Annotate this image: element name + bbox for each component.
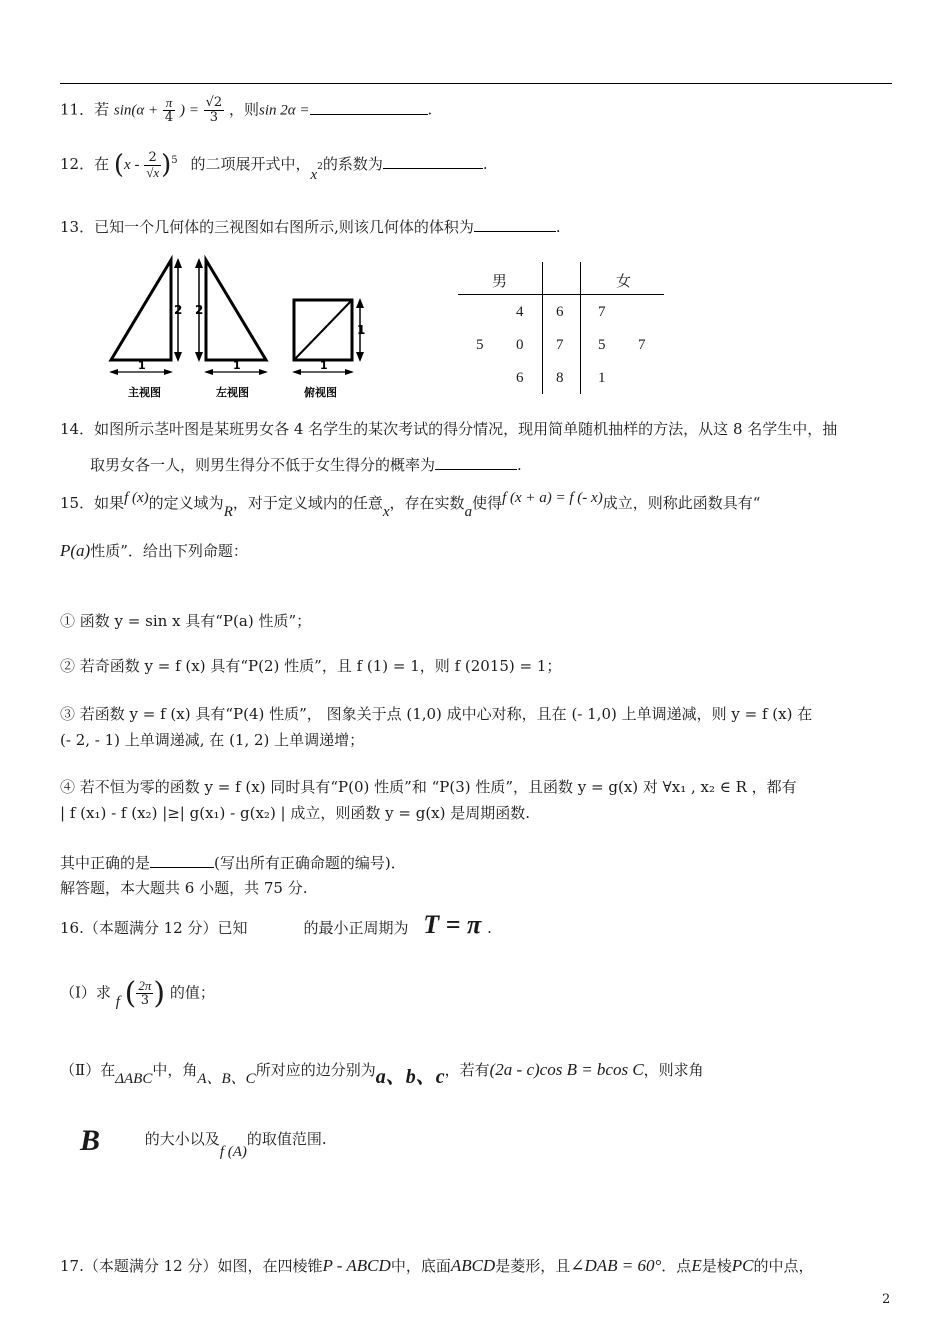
stem-divider-left [542, 262, 543, 394]
header-rule [60, 83, 892, 84]
faint-function-image [247, 919, 303, 933]
question-16-head: 16.（本题满分 12 分）已知 的最小正周期为 T = π . [60, 910, 492, 939]
right-paren: ) [161, 150, 172, 180]
question-17: 17.（本题满分 12 分）如图，在四棱锥P - ABCD中，底面ABCD是菱形，且∠DAB = 60°．点E是棱PC的中点， [60, 1256, 814, 1275]
fraction-pi-over-4: $\frac{\pi}{4}$ [164, 95, 174, 125]
proposition-4-line1: ④ 若不恒为零的函数 y = f (x) 同时具有“P(0) 性质”和 “P(3) 性质”，且函数 y = g(x) 对 ∀x₁ , x₂ ∈ R ，都有 [60, 778, 797, 796]
period-equation: T = π [423, 910, 482, 939]
answer-blank [474, 231, 556, 232]
side-height-label: 2 [195, 303, 204, 317]
front-height-label: 2 [174, 303, 183, 317]
stem-value: 7 [556, 337, 564, 353]
front-view-triangle [109, 258, 182, 375]
answer-blank [383, 168, 483, 169]
proposition-3-line1: ③ 若函数 y = f (x) 具有“P(4) 性质”， 图象关于点 (1,0) 成中心对称，且在 (- 1,0) 上单调递减，则 y = f (x) 在 [60, 705, 813, 723]
girls-leaf: 1 [598, 370, 606, 386]
header-boys: 男 [492, 274, 508, 290]
header-divider [458, 294, 664, 295]
stem-value: 6 [556, 304, 564, 320]
side-view-triangle [195, 258, 268, 375]
question-15-line1: 15．如果f (x)的定义域为R，对于定义域内的任意x，存在实数a使得f (x + a) = f (- x)成立，则称此函数具有“ [60, 490, 761, 520]
front-view-caption: 主视图 [128, 386, 161, 399]
top-view-caption: 俯视图 [304, 386, 337, 399]
answer-blank [150, 867, 214, 868]
front-base-label: 1 [138, 359, 146, 372]
side-base-label: 1 [233, 359, 241, 372]
fraction-sqrt2-over-3: $\frac{√2}{3}$ [205, 95, 223, 125]
header-girls: 女 [616, 274, 632, 290]
proposition-1: ① 函数 y = sin x 具有“P(a) 性质”； [60, 612, 312, 630]
fraction-2-over-sqrt-x: $\frac{2}{√x}$ [146, 149, 160, 180]
fraction-2pi-over-3: $\frac{2\pi}{3}$ [138, 978, 152, 1008]
top-height-label: 1 [357, 323, 366, 337]
question-13: 13．已知一个几何体的三视图如右图所示,则该几何体的体积为 . [60, 218, 561, 236]
top-base-label: 1 [320, 359, 328, 372]
question-12: 12．在 (x - $\frac{2}{√x}$ )$^5$ 的二项展开式中，$x^2$的系数为 . [60, 149, 488, 183]
boys-leaf: 5 [476, 337, 484, 353]
question-14-line1: 14．如图所示茎叶图是某班男女各 4 名学生的某次考试的得分情况，现用简单随机抽样的方法，从这 8 名学生中，抽 [60, 420, 838, 438]
stem-divider-right [580, 262, 581, 394]
answer-blank [435, 469, 517, 470]
left-paren: ( [124, 976, 137, 1011]
proposition-3-line2: (- 2, - 1) 上单调递减, 在 (1, 2) 上单调递增； [60, 731, 365, 749]
question-14-line2: 取男女各一人，则男生得分不低于女生得分的概率为 . [90, 456, 522, 474]
boys-leaf: 4 [516, 304, 524, 320]
answer-blank [310, 114, 428, 115]
proposition-4-line2: | f (x₁) - f (x₂) |≥| g(x₁) - g(x₂) | 成立，则函数 y = g(x) 是周期函数. [60, 804, 531, 822]
boys-leaf: 0 [516, 337, 524, 353]
top-view-square [292, 298, 364, 375]
left-paren: ( [113, 150, 125, 180]
boys-leaf: 6 [516, 370, 524, 386]
girls-leaf: 7 [598, 304, 606, 320]
question-11: 11．若 sin(α + $\frac{\pi}{4}$ ) = $\frac{√2}{3}$ ，则sin 2α = . [60, 95, 433, 125]
section-heading: 解答题，本大题共 6 小题，共 75 分. [60, 879, 308, 897]
girls-leaf: 5 [598, 337, 606, 353]
answer-prompt: 其中正确的是 (写出所有正确命题的编号)． [60, 854, 406, 872]
question-16-part1: （Ⅰ）求 f ( $\frac{2\pi}{3}$ ) 的值； [60, 976, 215, 1011]
question-16-part2-cont: B 的大小以及f (A)的取值范围. [80, 1124, 327, 1160]
question-15-line2: P(a)性质”．给出下列命题： [60, 541, 248, 560]
right-paren: ) [153, 976, 166, 1011]
three-view-figure [96, 248, 376, 408]
girls-leaf: 7 [638, 337, 646, 353]
proposition-2: ② 若奇函数 y = f (x) 具有“P(2) 性质”，且 f (1) = 1，则 f (2015) = 1； [60, 657, 562, 675]
stem-leaf-plot [450, 258, 670, 398]
side-view-caption: 左视图 [216, 386, 249, 399]
page-number: 2 [882, 1292, 891, 1307]
question-16-part2: （Ⅱ）在ΔABC中，角A、B、C所对应的边分别为a、b、c，若有(2a - c)cos B = bcos C，则求角 [60, 1060, 704, 1088]
stem-value: 8 [556, 370, 564, 386]
